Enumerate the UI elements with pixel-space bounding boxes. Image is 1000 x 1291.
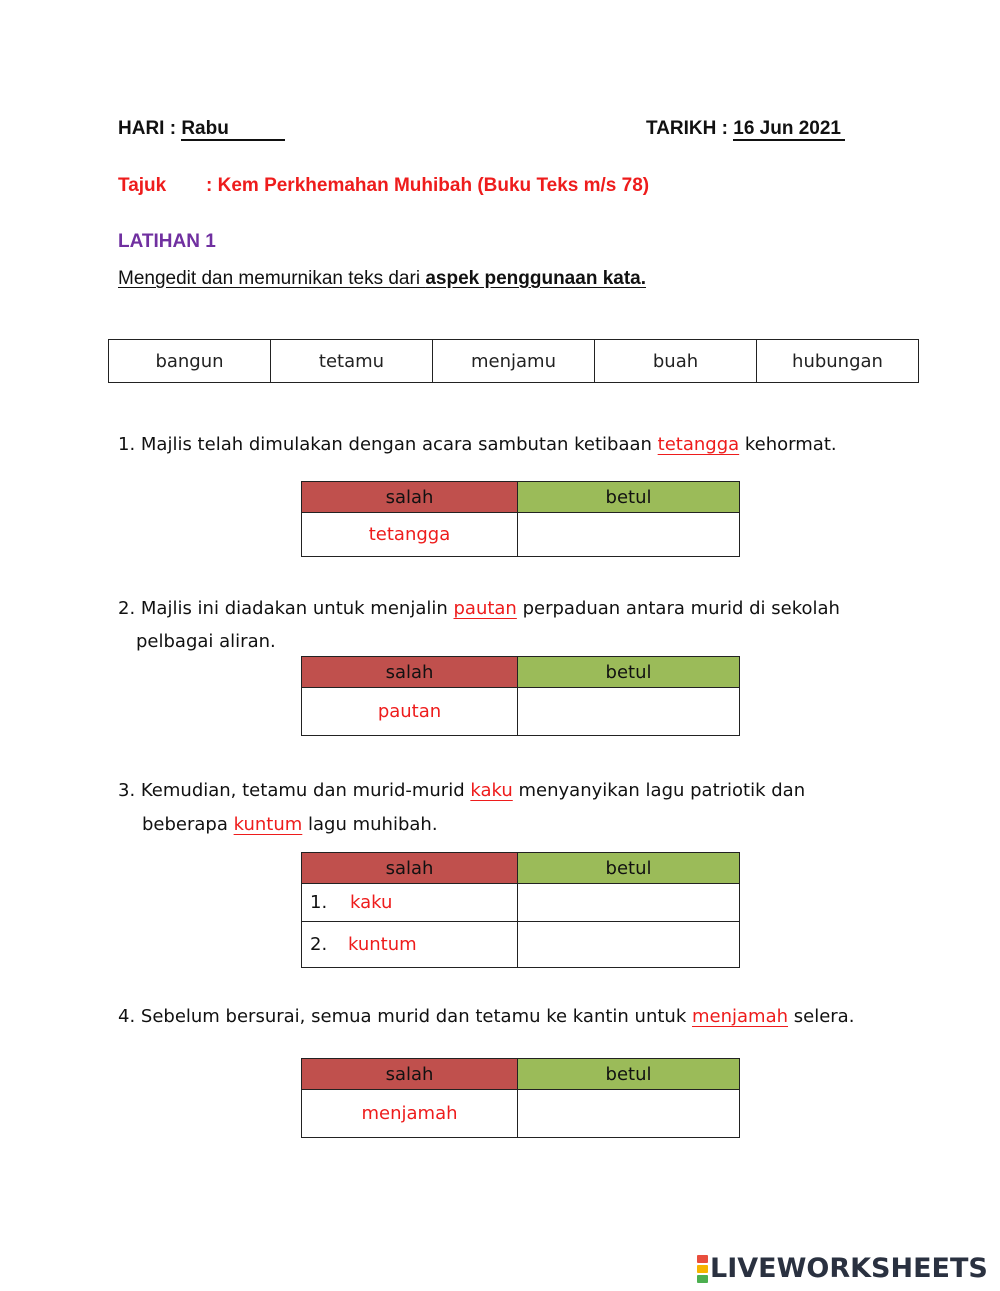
word-bank-table <box>108 339 919 383</box>
word-bank-item: hubungan <box>757 340 919 383</box>
date-label: TARIKH : <box>646 118 734 139</box>
answer-cell[interactable] <box>518 513 740 557</box>
answer-cell[interactable] <box>518 922 740 968</box>
answer-table-2 <box>301 656 740 736</box>
wrong-word-highlight: menjamah <box>691 1006 789 1027</box>
wrong-word-highlight: kuntum <box>233 814 303 835</box>
wrong-word: kuntum <box>348 934 417 955</box>
instruction-bold: aspek penggunaan kata. <box>425 268 647 289</box>
logo-block <box>697 1275 708 1283</box>
question-2 <box>118 592 840 658</box>
answer-input[interactable] <box>520 894 736 911</box>
header-salah: salah <box>302 853 518 884</box>
liveworksheets-logo[interactable] <box>697 1253 988 1284</box>
question-text: beberapa <box>142 814 234 835</box>
answer-input[interactable] <box>520 936 736 953</box>
question-1 <box>118 434 837 455</box>
header-betul: betul <box>518 1059 740 1090</box>
header-salah: salah <box>302 482 518 513</box>
wrong-word: pautan <box>302 688 518 736</box>
question-text: perpaduan antara murid di sekolah <box>516 598 840 619</box>
logo-block <box>697 1255 708 1263</box>
answer-input[interactable] <box>520 1105 736 1122</box>
header-betul: betul <box>518 853 740 884</box>
answer-cell[interactable] <box>518 688 740 736</box>
wrong-word-row <box>302 884 518 922</box>
question-3 <box>118 774 805 842</box>
topic-value: : Kem Perkhemahan Muhibah (Buku Teks m/s 78) <box>206 175 650 196</box>
question-text: 2. Majlis ini diadakan untuk menjalin <box>118 598 454 619</box>
question-text: menyanyikan lagu patriotik dan <box>512 780 806 801</box>
date-value: 16 Jun 2021 <box>733 119 845 141</box>
question-text: kehormat. <box>739 434 837 455</box>
wrong-word: kaku <box>350 892 393 913</box>
row-number: 1. <box>310 892 328 913</box>
question-4 <box>118 1006 854 1027</box>
word-bank-item: buah <box>595 340 757 383</box>
question-text: selera. <box>788 1006 855 1027</box>
row-number: 2. <box>310 934 328 955</box>
wrong-word-highlight: tetangga <box>657 434 740 455</box>
logo-blocks-icon <box>697 1254 708 1284</box>
day-value: Rabu <box>181 119 285 141</box>
wrong-word-highlight: pautan <box>453 598 517 619</box>
logo-text: LIVEWORKSHEETS <box>710 1253 988 1284</box>
answer-table-4 <box>301 1058 740 1138</box>
answer-input[interactable] <box>520 703 736 720</box>
header-salah: salah <box>302 657 518 688</box>
topic-label: Tajuk <box>118 175 167 196</box>
answer-table-3 <box>301 852 740 968</box>
instruction <box>118 268 646 290</box>
date-line <box>646 118 845 141</box>
header-betul: betul <box>518 482 740 513</box>
instruction-plain: Mengedit dan memurnikan teks dari <box>118 268 426 289</box>
day-label: HARI : <box>118 118 182 139</box>
question-text: 4. Sebelum bersurai, semua murid dan tetamu ke kantin untuk <box>118 1006 692 1027</box>
question-text: lagu muhibah. <box>302 814 438 835</box>
wrong-word-row <box>302 922 518 968</box>
day-line <box>118 118 285 141</box>
question-text: pelbagai aliran. <box>136 631 276 652</box>
header-salah: salah <box>302 1059 518 1090</box>
answer-cell[interactable] <box>518 1090 740 1138</box>
logo-block <box>697 1265 708 1273</box>
header-betul: betul <box>518 657 740 688</box>
answer-table-1 <box>301 481 740 557</box>
question-text: 1. Majlis telah dimulakan dengan acara sambutan ketibaan <box>118 434 658 455</box>
wrong-word-highlight: kaku <box>470 780 513 801</box>
word-bank-item: tetamu <box>271 340 433 383</box>
question-text: 3. Kemudian, tetamu dan murid-murid <box>118 780 471 801</box>
word-bank-item: bangun <box>109 340 271 383</box>
answer-cell[interactable] <box>518 884 740 922</box>
answer-input[interactable] <box>520 526 736 543</box>
wrong-word: menjamah <box>302 1090 518 1138</box>
exercise-title: LATIHAN 1 <box>118 231 216 252</box>
topic-line <box>118 175 649 197</box>
wrong-word: tetangga <box>302 513 518 557</box>
word-bank-item: menjamu <box>433 340 595 383</box>
